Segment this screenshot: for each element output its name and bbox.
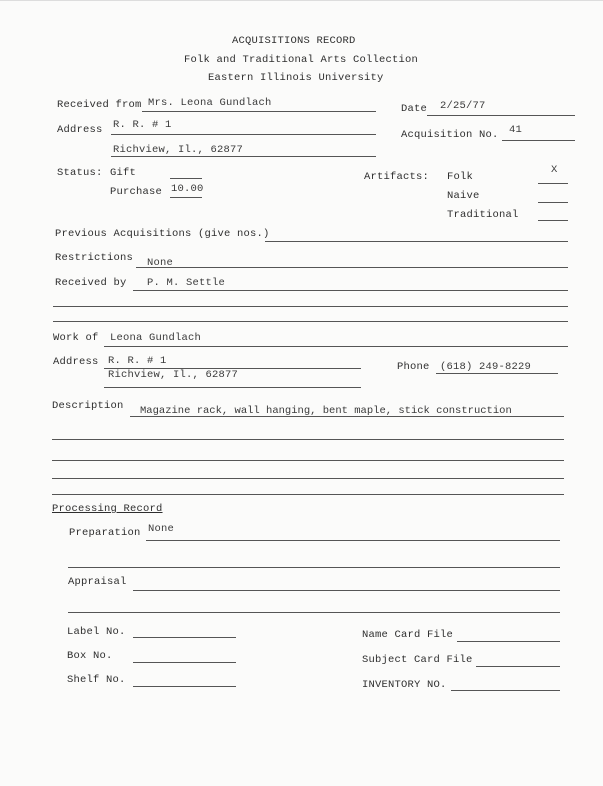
previous-acquisitions-label: Previous Acquisitions (give nos.) (55, 228, 270, 240)
blank-line-1 (53, 306, 568, 307)
label-no-label: Label No. (67, 626, 126, 638)
address-line1-value[interactable]: R. R. # 1 (113, 119, 172, 131)
preparation-line-2 (68, 567, 560, 568)
phone-label: Phone (397, 361, 430, 373)
work-of-label: Work of (53, 332, 99, 344)
description-line-5 (52, 494, 564, 495)
work-of-value[interactable]: Leona Gundlach (110, 332, 202, 344)
blank-line-2 (53, 321, 568, 322)
description-line-4 (52, 478, 564, 479)
page-top-edge (0, 0, 603, 1)
work-address-line2-rule (104, 387, 361, 388)
naive-line (538, 202, 568, 203)
folk-label: Folk (447, 171, 474, 183)
description-line-2 (52, 439, 564, 440)
processing-record-heading: Processing Record (52, 503, 163, 515)
inventory-no-label: INVENTORY NO. (362, 679, 447, 691)
previous-acquisitions-line (265, 241, 568, 242)
naive-label: Naive (447, 190, 480, 202)
address-label: Address (57, 124, 103, 136)
preparation-label: Preparation (69, 527, 141, 539)
address-line1-rule (111, 134, 376, 135)
folk-line (538, 183, 568, 184)
acquisition-no-line (502, 140, 575, 141)
shelf-no-label: Shelf No. (67, 674, 126, 686)
artifacts-label: Artifacts: (364, 171, 430, 183)
purchase-label: Purchase (110, 186, 163, 198)
description-line-3 (52, 460, 564, 461)
restrictions-label: Restrictions (55, 252, 134, 264)
address-line2-value[interactable]: Richview, Il., 62877 (113, 144, 244, 156)
folk-check-mark[interactable]: X (551, 164, 558, 176)
subject-card-file-line (476, 666, 560, 667)
work-address-label: Address (53, 356, 99, 368)
restrictions-line (136, 267, 568, 268)
shelf-no-line (133, 686, 236, 687)
subject-card-file-label: Subject Card File (362, 654, 473, 666)
received-by-label: Received by (55, 277, 127, 289)
inventory-no-line (451, 690, 560, 691)
institution-name: Eastern Illinois University (208, 72, 384, 84)
date-value[interactable]: 2/25/77 (440, 100, 486, 112)
address-line2-rule (111, 156, 376, 157)
description-value[interactable]: Magazine rack, wall hanging, bent maple, stick construction (140, 405, 512, 417)
description-line-1 (130, 416, 564, 417)
work-address-line1-value[interactable]: R. R. # 1 (108, 355, 167, 367)
received-by-value[interactable]: P. M. Settle (147, 277, 226, 289)
name-card-file-line (457, 641, 560, 642)
restrictions-value[interactable]: None (147, 257, 174, 269)
box-no-line (133, 662, 236, 663)
traditional-line (538, 220, 568, 221)
label-no-line (133, 637, 236, 638)
box-no-label: Box No. (67, 650, 113, 662)
work-address-line2-value[interactable]: Richview, Il., 62877 (108, 369, 239, 381)
received-from-line (142, 111, 376, 112)
work-of-line (104, 346, 568, 347)
acquisition-no-value[interactable]: 41 (509, 124, 523, 136)
appraisal-line-2 (68, 612, 560, 613)
form-subtitle: Folk and Traditional Arts Collection (184, 54, 419, 66)
received-by-line (133, 290, 568, 291)
acquisition-no-label: Acquisition No. (401, 129, 499, 141)
description-label: Description (52, 400, 124, 412)
gift-label: Gift (110, 167, 137, 179)
appraisal-label: Appraisal (68, 576, 127, 588)
preparation-value[interactable]: None (148, 523, 175, 535)
purchase-line (170, 197, 202, 198)
date-label: Date (401, 103, 428, 115)
purchase-value[interactable]: 10.00 (171, 183, 204, 195)
phone-line (436, 373, 558, 374)
form-title: ACQUISITIONS RECORD (232, 35, 356, 47)
name-card-file-label: Name Card File (362, 629, 454, 641)
status-label: Status: (57, 167, 103, 179)
date-line (427, 115, 575, 116)
phone-value[interactable]: (618) 249-8229 (440, 361, 532, 373)
gift-line (170, 178, 202, 179)
appraisal-line (133, 590, 560, 591)
preparation-line (146, 540, 560, 541)
traditional-label: Traditional (447, 209, 519, 221)
received-from-value[interactable]: Mrs. Leona Gundlach (148, 97, 272, 109)
received-from-label: Received from (57, 99, 142, 111)
